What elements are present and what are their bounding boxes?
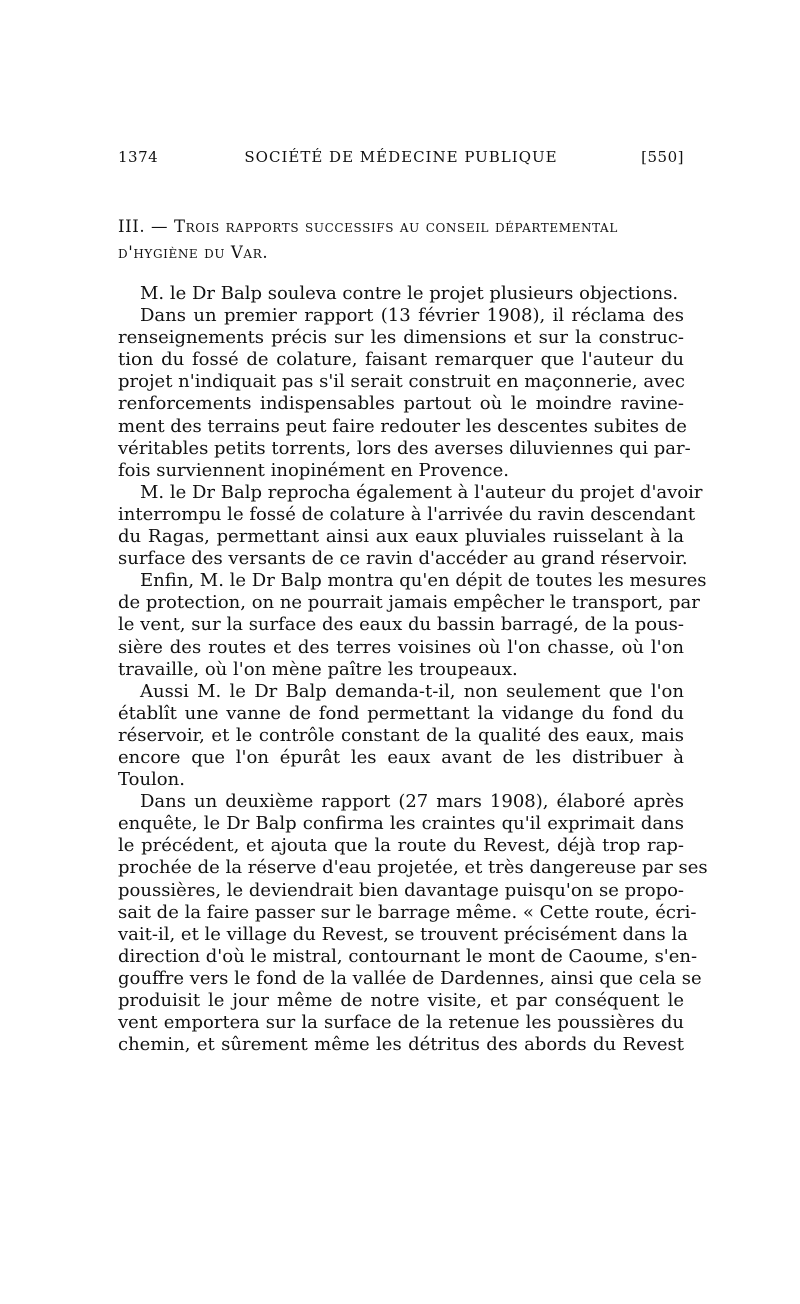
text-line: renforcements indispensables partout où le moindre ravine- bbox=[118, 393, 684, 415]
text-line: M. le Dr Balp reprocha également à l'auteur du projet d'avoir bbox=[140, 481, 703, 503]
text-line: vait-il, et le village du Revest, se trouvent précisément dans la bbox=[118, 923, 688, 945]
text-line: véritables petits torrents, lors des averses diluviennes qui par- bbox=[118, 437, 691, 459]
text-line: interrompu le fossé de colature à l'arrivée du ravin descendant bbox=[118, 503, 696, 525]
text-line: de protection, on ne pourrait jamais empêcher le transport, par bbox=[118, 592, 700, 614]
text-line: le précédent, et ajouta que la route du Revest, déjà trop rap- bbox=[118, 835, 684, 857]
page-number: 1374 bbox=[118, 148, 159, 166]
text-line: Aussi M. le Dr Balp demanda-t-il, non seulement que l'on bbox=[140, 680, 684, 702]
text-line: fois surviennent inopinément en Provence. bbox=[118, 459, 509, 481]
text-line: tion du fossé de colature, faisant remarquer que l'auteur du bbox=[118, 349, 684, 371]
text-line: du Ragas, permettant ainsi aux eaux pluviales ruisselant à la bbox=[118, 526, 684, 548]
text-line: projet n'indiquait pas s'il serait construit en maçonnerie, avec bbox=[118, 371, 685, 393]
text-line: établît une vanne de fond permettant la vidange du fond du bbox=[118, 702, 684, 724]
running-title: SOCIÉTÉ DE MÉDECINE PUBLIQUE bbox=[244, 148, 558, 166]
running-header bbox=[118, 148, 684, 172]
section-heading-line-2: d'hygiène du Var. bbox=[118, 243, 269, 262]
text-line: chemin, et sûrement même les détritus des abords du Revest bbox=[118, 1034, 684, 1056]
section-heading-line-1: III. — Trois rapports successifs au conseil départemental bbox=[118, 217, 618, 236]
text-line: travaille, où l'on mène paître les troupeaux. bbox=[118, 658, 518, 680]
text-line: surface des versants de ce ravin d'accéder au grand réservoir. bbox=[118, 548, 688, 570]
text-line: encore que l'on épurât les eaux avant de les distribuer à bbox=[118, 746, 684, 768]
body-text bbox=[118, 283, 708, 1056]
text-line: sait de la faire passer sur le barrage même. « Cette route, écri- bbox=[118, 901, 697, 923]
text-line: Toulon. bbox=[118, 769, 185, 791]
text-line: le vent, sur la surface des eaux du bassin barragé, de la pous- bbox=[118, 614, 684, 636]
text-line: M. le Dr Balp souleva contre le projet plusieurs objections. bbox=[140, 283, 679, 304]
text-line: produisit le jour même de notre visite, et par conséquent le bbox=[118, 990, 684, 1011]
text-line: poussières, le deviendrait bien davantage puisqu'on se propo- bbox=[118, 879, 685, 901]
text-line: vent emportera sur la surface de la retenue les poussières du bbox=[118, 1012, 684, 1034]
text-line: gouffre vers le fond de la vallée de Dardennes, ainsi que cela se bbox=[118, 967, 702, 989]
page-reference: [550] bbox=[641, 148, 684, 166]
text-line: Enfin, M. le Dr Balp montra qu'en dépit de toutes les mesures bbox=[140, 570, 707, 592]
section-heading bbox=[118, 214, 684, 266]
text-line: Dans un premier rapport (13 février 1908), il réclama des bbox=[140, 305, 684, 327]
text-line: ment des terrains peut faire redouter les descentes subites de bbox=[118, 415, 687, 437]
text-line: enquête, le Dr Balp confirma les craintes qu'il exprimait dans bbox=[118, 813, 684, 835]
text-line: sière des routes et des terres voisines où l'on chasse, où l'on bbox=[118, 636, 684, 658]
text-line: direction d'où le mistral, contournant le mont de Caoume, s'en- bbox=[118, 945, 698, 967]
text-line: Dans un deuxième rapport (27 mars 1908), élaboré après bbox=[140, 791, 684, 813]
text-line: prochée de la réserve d'eau projetée, et très dangereuse par ses bbox=[118, 857, 708, 879]
text-line: renseignements précis sur les dimensions et sur la construc- bbox=[118, 327, 684, 349]
text-line: réservoir, et le contrôle constant de la qualité des eaux, mais bbox=[118, 724, 684, 746]
